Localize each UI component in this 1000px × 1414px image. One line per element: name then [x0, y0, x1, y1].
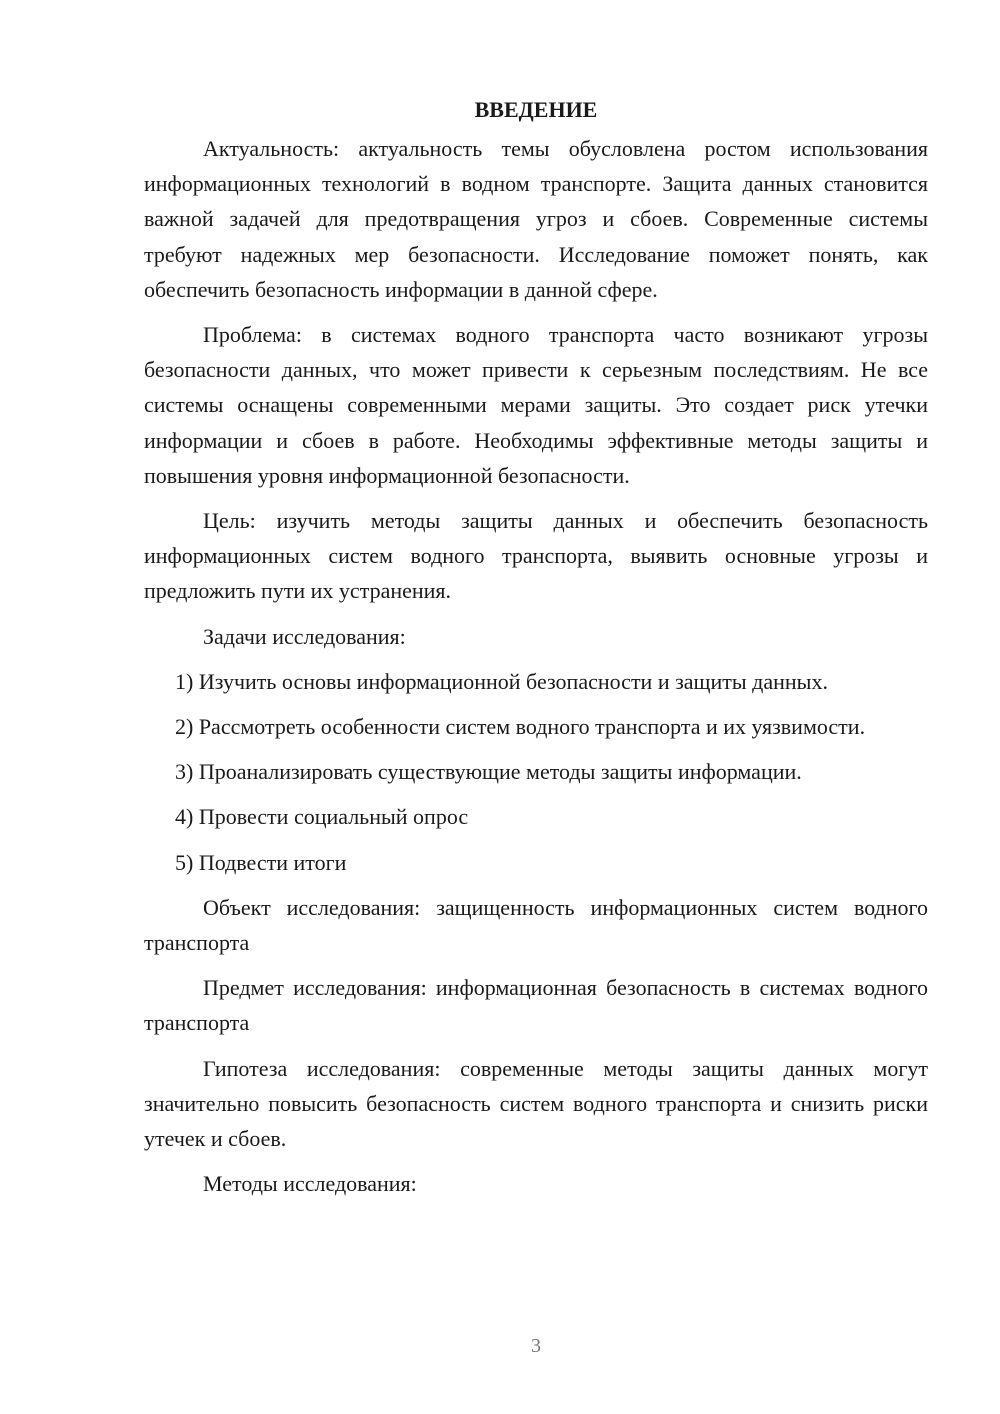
section-heading: ВВЕДЕНИЕ — [474, 97, 598, 122]
task-item-3: 3) Проанализировать существующие методы защиты информации. — [175, 759, 802, 785]
task-item-1: 1) Изучить основы информационной безопасности и защиты данных. — [175, 668, 828, 694]
task-item-2: 2) Рассмотреть особенности систем водного транспорта и их уязвимости. — [175, 714, 866, 740]
relevance-paragraph: Актуальность: актуальность темы обусловлена ростом использования информационных технологий в водном транспорте. Защита данных становится важной задачей для предотвращения угроз и сбоев. Современные системы требуют надежных мер безопасности. Исследование поможет понять, как обеспечить безопасность информации в данной сфере. — [144, 136, 928, 302]
task-item-4: 4) Провести социальный опрос — [175, 804, 469, 830]
methods-title: Методы исследования: — [203, 1171, 417, 1197]
page-number: 3 — [531, 1335, 541, 1357]
page-content — [144, 92, 928, 1211]
tasks-title: Задачи исследования: — [203, 623, 406, 649]
task-item-5: 5) Подвести итоги — [175, 849, 347, 875]
object-paragraph: Объект исследования: защищенность информационных систем водного транспорта — [144, 894, 928, 956]
goal-paragraph: Цель: изучить методы защиты данных и обеспечить безопасность информационных систем водного транспорта, выявить основные угрозы и предложить пути их устранения. — [144, 508, 928, 604]
hypothesis-paragraph: Гипотеза исследования: современные методы защиты данных могут значительно повысить безопасность систем водного транспорта и снизить риски утечек и сбоев. — [144, 1055, 928, 1152]
problem-paragraph: Проблема: в системах водного транспорта часто возникают угрозы безопасности данных, что может привести к серьезным последствиям. Не все системы оснащены современными мерами защиты. Это создает риск утечки информации и сбоев в работе. Необходимы эффективные методы защиты и повышения уровня информационной безопасности. — [144, 322, 928, 488]
subject-paragraph: Предмет исследования: информационная безопасность в системах водного транспорта — [144, 975, 928, 1036]
